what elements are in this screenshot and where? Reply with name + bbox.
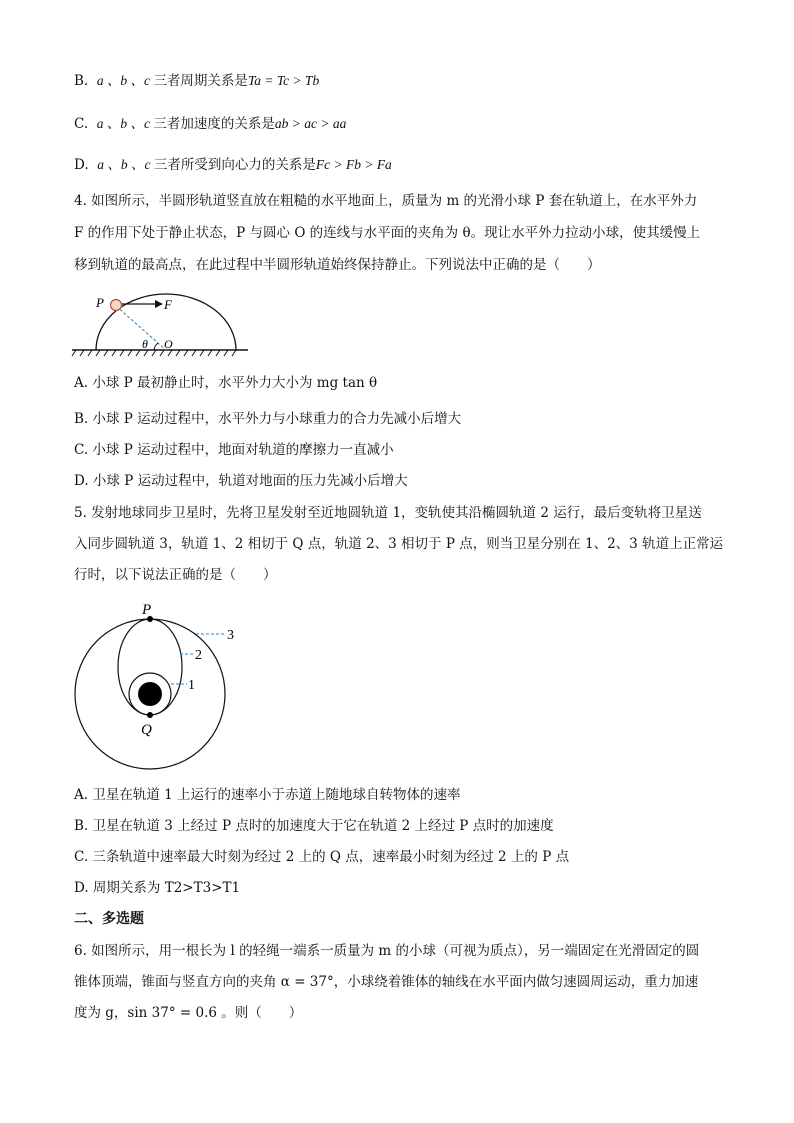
q6-stem-line2: 锥体顶端，锥面与竖直方向的夹角 α = 37°，小球绕着锥体的轴线在水平面内做匀速圆周运动，重力加速 <box>74 974 699 990</box>
q4-stem-line2: F 的作用下处于静止状态，P 与圆心 O 的连线与水平面的夹角为 θ。现让水平外力拉动小球，使其缓慢上 <box>74 225 701 241</box>
q4-option-d: D. 小球 P 运动过程中，轨道对地面的压力先减小后增大 <box>74 473 408 489</box>
q3-option-c: C. a 、b 、c 三者加速度的关系是ab > ac > aa <box>74 116 347 132</box>
q5-stem-line3: 行时，以下说法正确的是（ ） <box>74 567 277 583</box>
label-theta: θ <box>142 337 148 351</box>
ball-p <box>111 300 122 311</box>
q5-stem-line1: 5. 发射地球同步卫星时，先将卫星发射至近地圆轨道 1，变轨使其沿椭圆轨道 2 运行，最后变轨将卫星送 <box>74 505 702 521</box>
q5-figure <box>70 596 260 776</box>
label-q: Q <box>141 722 152 738</box>
q6-stem-line3: 度为 g，sin 37° = 0.6 。则（ ） <box>74 1005 303 1021</box>
label-p: P <box>96 295 104 310</box>
force-arrowhead <box>155 300 163 308</box>
radius-dashed <box>116 306 166 350</box>
q5-stem-line2: 入同步圆轨道 3，轨道 1、2 相切于 Q 点，轨道 2、3 相切于 P 点，则当卫星分别在 1、2、3 轨道上正常运 <box>74 536 724 552</box>
label-p: P <box>142 602 152 618</box>
theta-arc <box>154 343 158 350</box>
q3-option-b: B. a 、b 、c 三者周期关系是Ta = Tc > Tb <box>74 73 320 89</box>
q4-stem-line3: 移到轨道的最高点，在此过程中半圆形轨道始终保持静止。下列说法中正确的是（ ） <box>74 257 601 273</box>
q6-stem-line1: 6. 如图所示，用一根长为 l 的轻绳一端系一质量为 m 的小球（可视为质点），另一端固定在光滑固定的圆 <box>74 943 700 959</box>
q5-option-b: B. 卫星在轨道 3 上经过 P 点时的加速度大于它在轨道 2 上经过 P 点时的加速度 <box>74 818 554 834</box>
q4-figure <box>70 290 250 360</box>
q5-option-c: C. 三条轨道中速率最大时刻为经过 2 上的 Q 点，速率最小时刻为经过 2 上的 P 点 <box>74 849 570 865</box>
q4-option-a: A. 小球 P 最初静止时，水平外力大小为 mg tan θ <box>74 375 378 391</box>
label-f: F <box>164 297 172 312</box>
q5-option-a: A. 卫星在轨道 1 上运行的速率小于赤道上随地球自转物体的速率 <box>74 787 461 803</box>
ground-hatch <box>72 350 236 356</box>
q4-option-c: C. 小球 P 运动过程中，地面对轨道的摩擦力一直减小 <box>74 442 394 458</box>
section-title: 二、多选题 <box>74 911 144 927</box>
earth <box>138 682 162 706</box>
q5-option-d: D. 周期关系为 T2>T3>T1 <box>74 880 241 896</box>
label-o: O <box>164 337 173 351</box>
label-2: 2 <box>195 648 202 663</box>
label-1: 1 <box>188 678 195 693</box>
point-q <box>147 712 153 718</box>
q3-option-d: D. a 、b 、c 三者所受到向心力的关系是Fc > Fb > Fa <box>74 157 392 173</box>
q4-option-b: B. 小球 P 运动过程中，水平外力与小球重力的合力先减小后增大 <box>74 411 462 427</box>
q4-stem-line1: 4. 如图所示，半圆形轨道竖直放在粗糙的水平地面上，质量为 m 的光滑小球 P 套在轨道上，在水平外力 <box>74 193 698 209</box>
label-3: 3 <box>227 628 234 643</box>
